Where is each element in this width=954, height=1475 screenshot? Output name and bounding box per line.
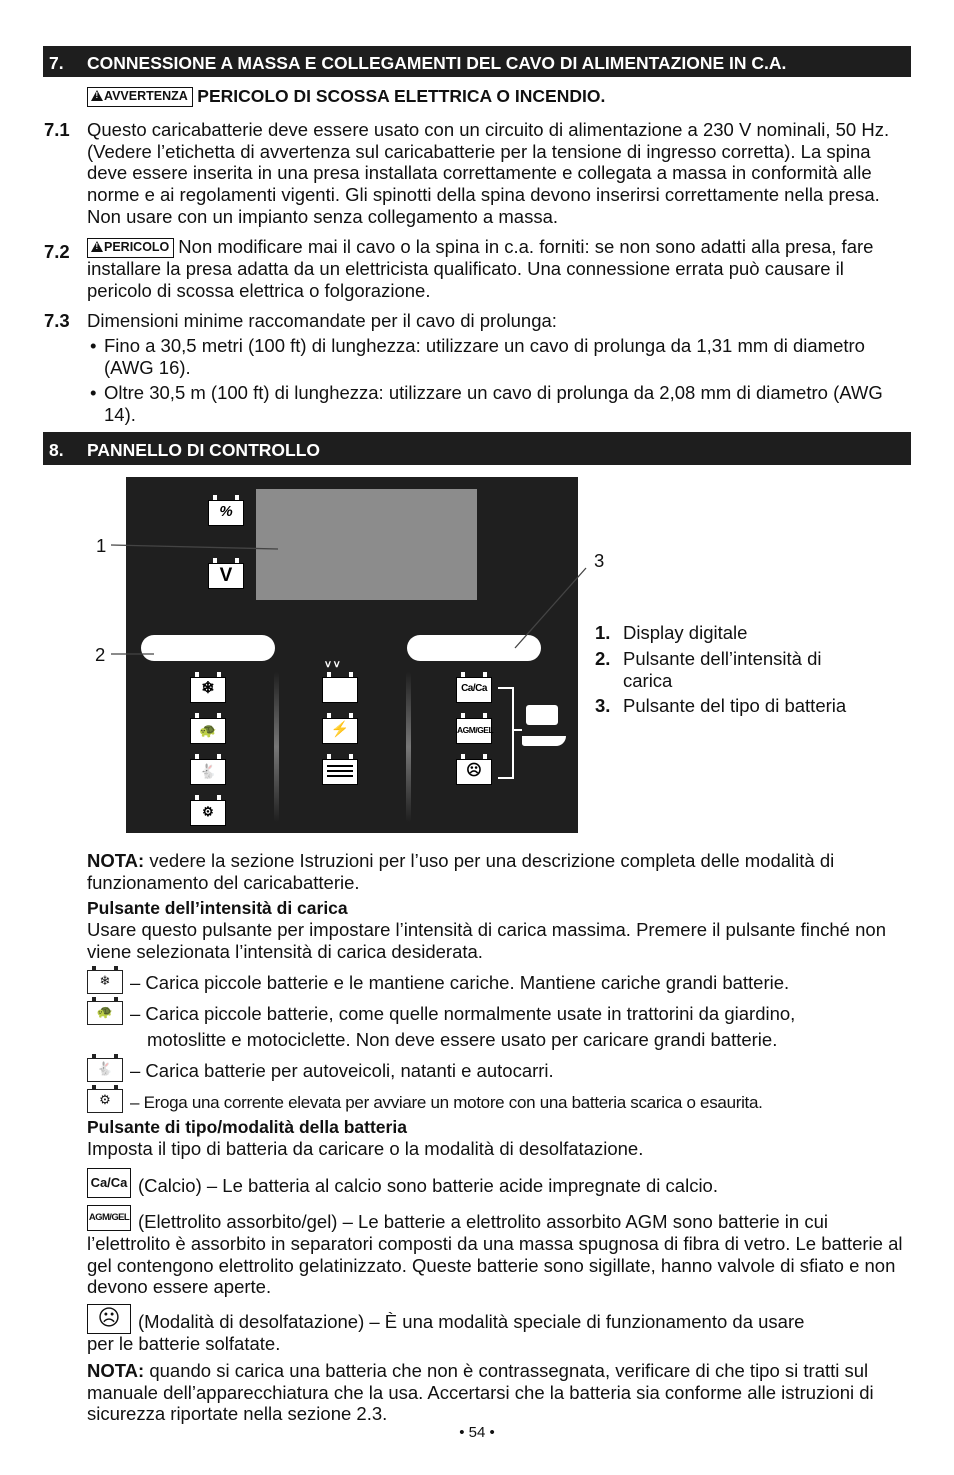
note-label: NOTA: [87, 850, 145, 871]
note-2 [87, 1360, 911, 1425]
calcium-icon: Ca/Ca [456, 677, 492, 703]
rate-heading: Pulsante dell’intensità di carica [87, 898, 348, 918]
desulfation-text: per le batterie solfatate. [87, 1333, 281, 1354]
para-7-2-number: 7.2 [44, 241, 70, 262]
rabbit-icon: 🐇 [190, 759, 226, 785]
percent-icon: % [208, 500, 244, 526]
rate-item-start: – Eroga una corrente elevata per avviare un motore con una batteria scarica o esaurita. [130, 1093, 763, 1112]
snowflake-icon: ❄ [87, 970, 123, 994]
note-label: NOTA: [87, 1360, 145, 1381]
agm-text: l’elettrolito è assorbito in separatori composti da una massa spugnosa di fibra di vetro. Le batterie al gel contengono elettrolito gelatinizzato. Queste batterie sono sigillate, hanno valvole di sfiato e non devono essere aperte. [87, 1233, 903, 1298]
rate-item-slow-cont: motoslitte e motociclette. Non deve essere usato per caricare grandi batterie. [147, 1029, 778, 1050]
section-title: CONNESSIONE A MASSA E COLLEGAMENTI DEL CAVO DI ALIMENTAZIONE IN C.A. [87, 53, 787, 73]
legend-text: Display digitale [623, 622, 748, 643]
page-number: • 54 • [459, 1424, 495, 1441]
section-title: PANNELLO DI CONTROLLO [87, 440, 320, 460]
calcium-icon: Ca/Ca [87, 1168, 131, 1198]
para-7-2-text: Non modificare mai il cavo o la spina in c.a. forniti: se non sono adatti alla presa, fare installare la presa adatta da un elettricista qualificato. Una connessione errata può causare il pericolo di scossa elettrica o folgorazione. [87, 236, 874, 301]
agm-gel-icon: AGM/GEL [456, 718, 492, 744]
legend-number: 2. [595, 648, 611, 669]
engine-start-icon: ⚙ [190, 800, 226, 826]
section-number: 7. [49, 53, 64, 73]
legend-text: Pulsante dell’intensità di carica [623, 648, 822, 691]
para-7-3-number: 7.3 [44, 310, 70, 331]
clamps-battery-icon: ⅴ ⅴ [322, 677, 358, 703]
callout-1: 1 [96, 535, 107, 556]
section-number: 8. [49, 440, 64, 460]
note-1 [87, 850, 911, 893]
agm-gel-icon: AGM/GEL [87, 1205, 131, 1231]
note-text: vedere la sezione Istruzioni per l’uso per una descrizione completa delle modalità di funzionamento del caricabatterie. [87, 850, 835, 893]
charging-icon: ⚡ [322, 718, 358, 744]
para-7-1-number: 7.1 [44, 119, 70, 140]
turtle-icon: 🐢 [190, 718, 226, 744]
calcium-text: (Calcio) – Le batteria al calcio sono batterie acide impregnate di calcio. [138, 1175, 718, 1196]
danger-tag-label: PERICOLO [104, 240, 170, 254]
warning-tag-label: AVVERTENZA [104, 89, 188, 103]
warning-triangle-icon: ! [91, 90, 103, 101]
desulfation-text-first-line: (Modalità di desolfatazione) – È una modalità speciale di funzionamento da usare [138, 1311, 805, 1332]
bullet-dot: • [90, 335, 97, 356]
para-7-3: Dimensioni minime raccomandate per il cavo di prolunga: [87, 310, 557, 331]
callout-3: 3 [594, 550, 605, 571]
rate-item-fast: – Carica batterie per autoveicoli, natanti e autocarri. [130, 1060, 554, 1081]
note-text: quando si carica una batteria che non è contrassegnata, verificare di che tipo si tratti sul manuale dell’apparecchiatura che la usa. Accertarsi che la batteria sia conforme alle istruzioni di sicurezza riportate nella sezione 2.3. [87, 1360, 874, 1425]
desulfation-icon: ☹ [87, 1304, 131, 1334]
rate-item-slow: – Carica piccole batterie, come quelle normalmente usate in trattorini da giardino, [130, 1003, 796, 1024]
rabbit-icon: 🐇 [87, 1058, 123, 1082]
bullet-dot: • [90, 382, 97, 403]
legend-number: 3. [595, 695, 611, 716]
engine-start-icon: ⚙ [87, 1089, 123, 1113]
callout-2: 2 [95, 644, 106, 665]
desulfation-icon: ☹ [456, 759, 492, 785]
turtle-icon: 🐢 [87, 1001, 123, 1025]
bullet-1: Fino a 30,5 metri (100 ft) di lunghezza: utilizzare un cavo di prolunga da 1,31 mm di diametro (AWG 16). [104, 335, 865, 378]
warning-text: PERICOLO DI SCOSSA ELETTRICA O INCENDIO. [197, 86, 606, 106]
snowflake-icon: ❄ [190, 677, 226, 703]
agm-text-first-line: (Elettrolito assorbito/gel) – Le batterie a elettrolito assorbito AGM sono batterie in cui [138, 1211, 828, 1232]
type-intro: Imposta il tipo di batteria da caricare o la modalità di desolfatazione. [87, 1138, 644, 1159]
bullet-2: Oltre 30,5 m (100 ft) di lunghezza: utilizzare un cavo di prolunga da 2,08 mm di diametro (AWG 14). [104, 382, 883, 425]
volt-icon: V [208, 563, 244, 589]
danger-triangle-icon: ! [91, 241, 103, 252]
type-heading: Pulsante di tipo/modalità della batteria [87, 1117, 407, 1137]
legend-text: Pulsante del tipo di batteria [623, 695, 847, 716]
legend-number: 1. [595, 622, 611, 643]
para-7-1: Questo caricabatterie deve essere usato con un circuito di alimentazione a 230 V nominali, 50 Hz. (Vedere l’etichetta di avvertenza sul caricabatterie per la tensione di ingresso corretta). La spina deve essere inserita in una presa installata correttamente e collegata a massa in conformità alle norme e ai regolamenti vigenti. Gli spinotti della spina devono inserirsi correttamente nella presa. Non usare con un impianto senza collegamento a massa. [87, 119, 890, 227]
rate-item-maintain: – Carica piccole batterie e le mantiene cariche. Mantiene cariche grandi batterie. [130, 972, 790, 993]
rate-intro: Usare questo pulsante per impostare l’intensità di carica massima. Premere il pulsante finché non viene selezionata l’intensità di carica desiderata. [87, 919, 886, 962]
